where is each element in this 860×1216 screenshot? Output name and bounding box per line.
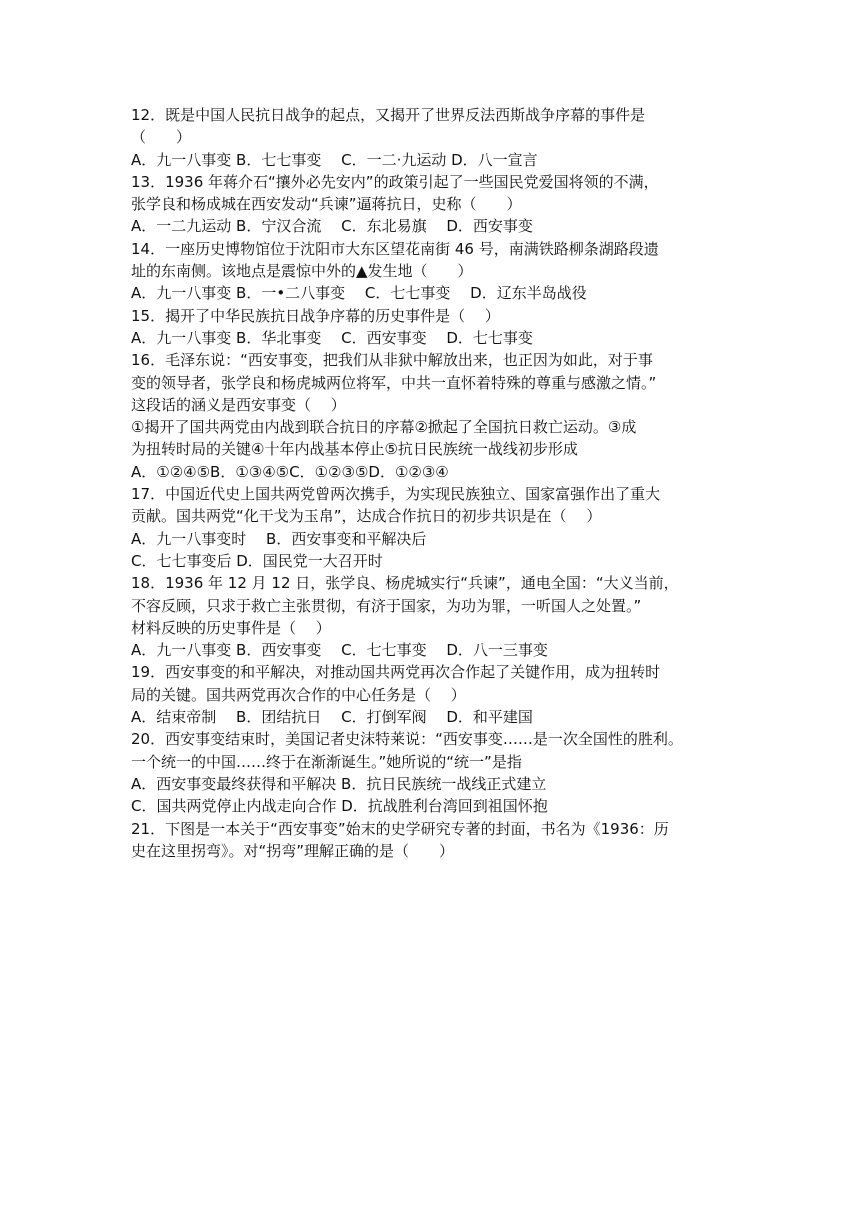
text-line: 材料反映的历史事件是（ ） [131,618,331,637]
text-line: （ ） [131,128,192,147]
text-line: 贡献。国共两党“化干戈为玉帛”，达成合作抗日的初步共识是在（ ） [131,507,602,526]
text-line: 不容反顾，只求于救亡主张贯彻，有济于国家，为功为罪，一听国人之处置。” [131,596,642,615]
text-line: A．①②④⑤B．①③④⑤C．①②③⑤D．①②③④ [131,462,449,481]
text-line: C．七七事变后 D．国民党一大召开时 [131,551,383,570]
text-line: 局的关键。国共两党再次合作的中心任务是（ ） [131,685,466,704]
text-line: A．九一八事变时 B．西安事变和平解决后 [131,529,427,548]
text-line: 14．一座历史博物馆位于沈阳市大东区望花南街 46 号，南满铁路柳条湖路段遗 [131,239,659,258]
text-line: A．九一八事变 B．七七事变 C．一二·九运动 D．八一宣言 [131,150,538,169]
text-line: 16．毛泽东说：“西安事变，把我们从非狱中解放出来，也正因为如此，对于事 [131,351,653,370]
text-line: A．结束帝制 B．团结抗日 C．打倒军阀 D．和平建国 [131,708,533,727]
text-line: 址的东南侧。该地点是震惊中外的▲发生地（ ） [131,262,473,281]
text-line: A．西安事变最终获得和平解决 B．抗日民族统一战线正式建立 [131,774,547,793]
text-line: 19．西安事变的和平解决，对推动国共两党再次合作起了关键作用，成为扭转时 [131,663,661,682]
text-line: ①揭开了国共两党由内战到联合抗日的序幕②掀起了全国抗日救亡运动。③成 [131,418,637,437]
text-line: 为扭转时局的关键④十年内战基本停止⑤抗日民族统一战线初步形成 [131,440,578,459]
text-line: A．九一八事变 B．西安事变 C．七七事变 D．八一三事变 [131,641,548,660]
text-line: C．国共两党停止内战走向合作 D．抗战胜利台湾回到祖国怀抱 [131,797,548,816]
text-line: A．一二九运动 B．宁汉合流 C．东北易旗 D．西安事变 [131,217,533,236]
document-page [131,104,731,862]
text-line: 史在这里拐弯》。对“拐弯”理解正确的是（ ） [131,841,455,860]
text-line: 13．1936 年蒋介石“攘外必先安内”的政策引起了一些国民党爱国将领的不满， [131,172,659,191]
text-line: 一个统一的中国……终于在渐渐诞生。”她所说的“统一”是指 [131,752,522,771]
text-line: 15．揭开了中华民族抗日战争序幕的历史事件是（ ） [131,306,500,325]
text-line: 变的领导者，张学良和杨虎城两位将军，中共一直怀着特殊的尊重与感激之情。” [131,373,657,392]
text-line: 这段话的涵义是西安事变（ ） [131,395,346,414]
text-line: 张学良和杨成城在西安发动“兵谏”逼蒋抗日，史称（ ） [131,195,522,214]
text-line: A．九一八事变 B．华北事变 C．西安事变 D．七七事变 [131,328,533,347]
text-line: 12．既是中国人民抗日战争的起点，又揭开了世界反法西斯战争序幕的事件是 [131,106,646,124]
text-line: 20．西安事变结束时，美国记者史沫特莱说：“西安事变……是一次全国性的胜利。 [131,730,683,749]
text-line: 17．中国近代史上国共两党曾两次携手，为实现民族独立、国家富强作出了重大 [131,485,661,504]
text-line: 18．1936 年 12 月 12 日，张学良、杨虎城实行“兵谏”，通电全国：“大义当前， [131,574,679,593]
text-line: A．九一八事变 B．一•二八事变 C．七七事变 D．辽东半岛战役 [131,284,587,303]
text-line: 21．下图是一本关于“西安事变”始末的史学研究专著的封面，书名为《1936：历 [131,819,669,838]
